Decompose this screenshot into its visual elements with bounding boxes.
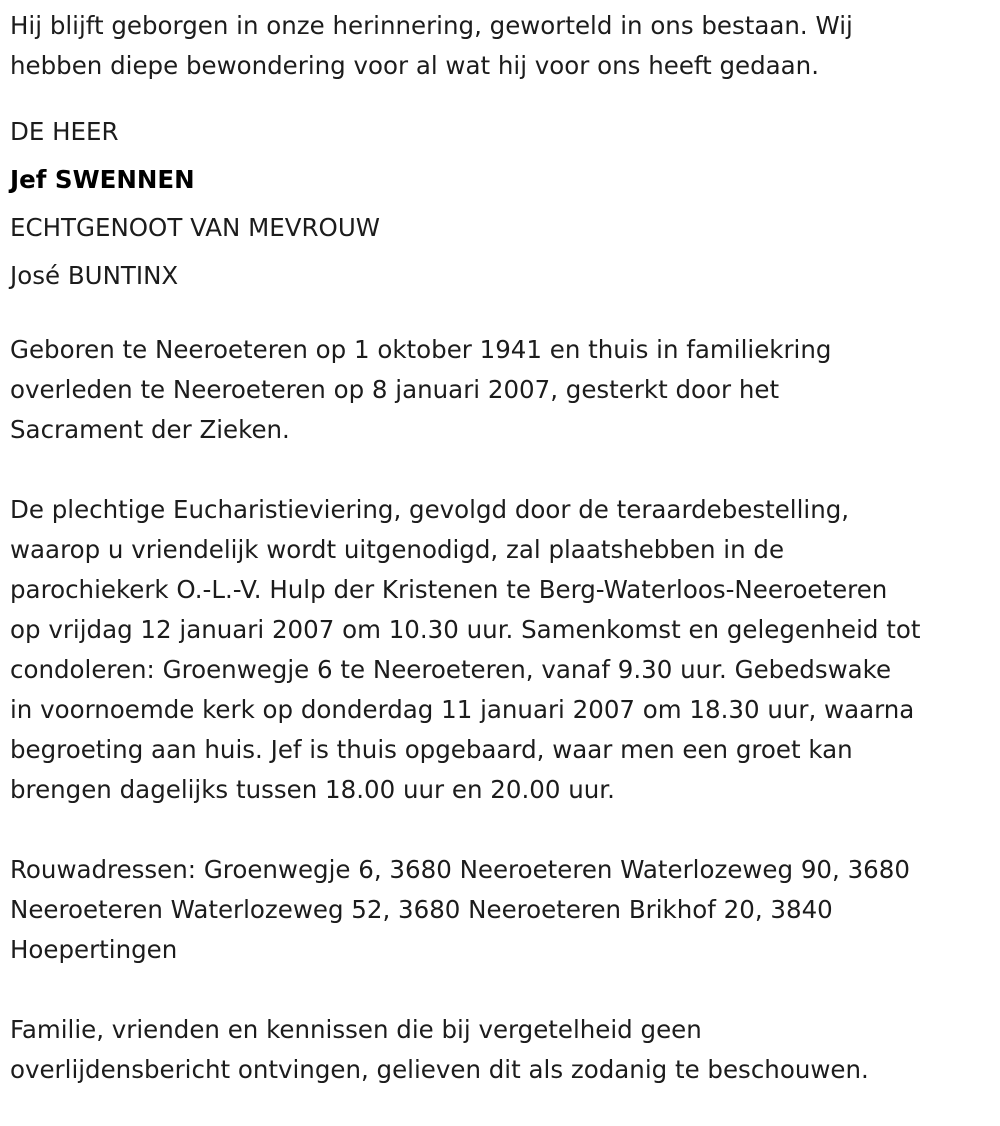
birth-death-line: overleden te Neeroeteren op 8 januari 2007, gesterkt door het (10, 375, 780, 404)
intro-line: Hij blijft geborgen in onze herinnering, geworteld in ons bestaan. Wij (10, 11, 853, 40)
obituary-document (10, 0, 995, 1090)
addresses-line: Neeroeteren Waterlozeweg 52, 3680 Neeroeteren Brikhof 20, 3840 (10, 895, 833, 924)
ceremony-line: begroeting aan huis. Jef is thuis opgebaard, waar men een groet kan (10, 735, 853, 764)
birth-death-paragraph (10, 300, 995, 450)
ceremony-line: op vrijdag 12 januari 2007 om 10.30 uur. Samenkomst en gelegenheid tot (10, 615, 921, 644)
deceased-relation: ECHTGENOOT VAN MEVROUW (10, 213, 381, 242)
deceased-title: DE HEER (10, 117, 119, 146)
intro-line: hebben diepe bewondering voor al wat hij voor ons heeft gedaan. (10, 51, 820, 80)
ceremony-line: De plechtige Eucharistieviering, gevolgd door de teraardebestelling, (10, 495, 850, 524)
deceased-block (10, 86, 995, 300)
ceremony-line: brengen dagelijks tussen 18.00 uur en 20.00 uur. (10, 775, 615, 804)
closing-line: Familie, vrienden en kennissen die bij vergetelheid geen (10, 1015, 702, 1044)
birth-death-line: Geboren te Neeroeteren op 1 oktober 1941 en thuis in familiekring (10, 335, 832, 364)
intro-paragraph (10, 0, 995, 86)
ceremony-line: in voornoemde kerk op donderdag 11 januari 2007 om 18.30 uur, waarna (10, 695, 915, 724)
addresses-line: Rouwadressen: Groenwegje 6, 3680 Neeroeteren Waterlozeweg 90, 3680 (10, 855, 910, 884)
ceremony-line: condoleren: Groenwegje 6 te Neeroeteren, vanaf 9.30 uur. Gebedswake (10, 655, 892, 684)
addresses-line: Hoepertingen (10, 935, 178, 964)
spouse-name: José BUNTINX (10, 261, 179, 290)
closing-paragraph (10, 970, 995, 1090)
deceased-name: Jef SWENNEN (10, 165, 195, 194)
ceremony-line: parochiekerk O.-L.-V. Hulp der Kristenen te Berg-Waterloos-Neeroeteren (10, 575, 888, 604)
closing-line: overlijdensbericht ontvingen, gelieven dit als zodanig te beschouwen. (10, 1055, 869, 1084)
ceremony-line: waarop u vriendelijk wordt uitgenodigd, zal plaatshebben in de (10, 535, 785, 564)
ceremony-paragraph (10, 450, 995, 810)
birth-death-line: Sacrament der Zieken. (10, 415, 290, 444)
addresses-paragraph (10, 810, 995, 970)
